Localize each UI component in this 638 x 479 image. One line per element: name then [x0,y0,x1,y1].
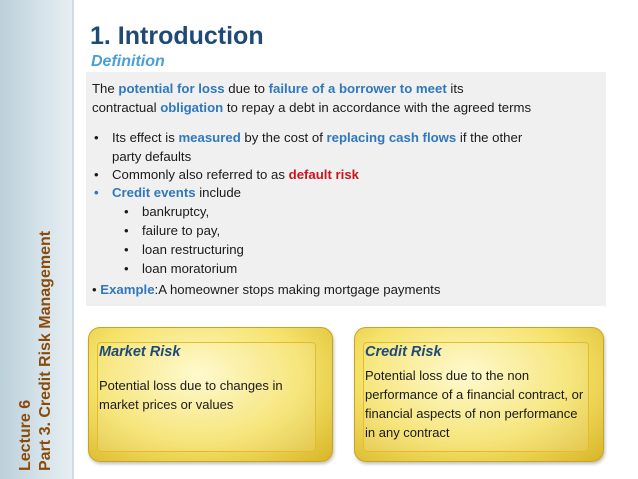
sidebar-divider [72,0,74,479]
page-subtitle: Definition [91,53,165,70]
bullet-icon: • [124,204,129,219]
list-item: • loan restructuring [124,242,244,257]
sidebar-lecture-label: Lecture 6 [17,399,34,471]
list-item: • bankruptcy, [124,204,210,219]
bullet-icon: • [92,282,97,297]
credit-risk-title: Credit Risk [365,344,442,360]
bullet-effect-continuation: party defaults [112,149,192,164]
keyword-failure-of-borrower: failure of a borrower to meet [268,81,447,96]
bullet-icon: • [94,130,99,145]
keyword-replacing-cash-flows: replacing cash flows [326,130,457,145]
definition-line-2: contractual obligation to repay a debt in accordance with the agreed terms [92,100,532,115]
keyword-measured: measured [178,130,241,145]
market-risk-card [88,327,333,462]
definition-line-1: The potential for loss due to failure of a borrower to meet its [92,81,464,96]
keyword-obligation: obligation [160,100,224,115]
bullet-icon: • [94,185,99,200]
definition-box [86,72,606,306]
definition-intro [92,79,602,117]
bullet-example: • Example:A homeowner stops making mortgage payments [92,282,441,297]
market-risk-title: Market Risk [99,344,181,360]
sidebar-part-label: Part 3. Credit Risk Management [37,230,54,471]
keyword-example: Example [100,282,155,297]
bullet-icon: • [124,223,129,238]
sidebar [0,0,72,479]
keyword-default-risk: default risk [288,167,359,182]
credit-risk-text: Potential loss due to the non performance of a financial contract, or financial aspects of non performance in any contract [365,368,584,440]
keyword-credit-events: Credit events [112,185,196,200]
bullet-icon: • [94,167,99,182]
list-item: • failure to pay, [124,223,221,238]
credit-risk-card [354,327,604,462]
list-item: • loan moratorium [124,261,238,276]
bullet-icon: • [124,261,129,276]
page-title: 1. Introduction [90,22,264,50]
bullet-default-risk: • Commonly also referred to as default risk [94,167,359,182]
bullet-effect: • Its effect is measured by the cost of replacing cash flows if the other [94,130,523,145]
keyword-potential-for-loss: potential for loss [118,81,225,96]
market-risk-text: Potential loss due to changes in market prices or values [99,378,283,412]
bullet-icon: • [124,242,129,257]
bullet-credit-events: • Credit events include [94,185,242,200]
